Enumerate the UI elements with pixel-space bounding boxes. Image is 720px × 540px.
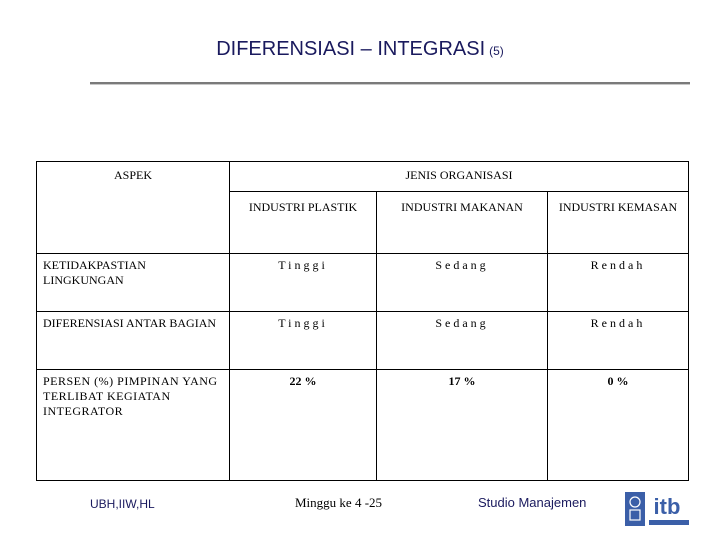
- aspect-header: ASPEK: [37, 162, 230, 254]
- table-row: [37, 370, 689, 481]
- title-sub: (5): [489, 44, 504, 58]
- cell-value: Tinggi: [230, 254, 377, 312]
- logo-text: itb: [653, 494, 681, 519]
- column-header-plastik: INDUSTRI PLASTIK: [230, 192, 377, 254]
- column-header-makanan: INDUSTRI MAKANAN: [377, 192, 548, 254]
- cell-value: Sedang: [377, 254, 548, 312]
- page-title: [0, 38, 720, 61]
- row-label: DIFERENSIASI ANTAR BAGIAN: [37, 312, 230, 370]
- row-label: KETIDAKPASTIAN LINGKUNGAN: [37, 254, 230, 312]
- title-divider: [90, 82, 690, 85]
- organization-table: [36, 161, 689, 481]
- table-row: [37, 312, 689, 370]
- footer-authors: UBH,IIW,HL: [90, 497, 155, 511]
- cell-value: Tinggi: [230, 312, 377, 370]
- cell-value: Rendah: [548, 312, 689, 370]
- org-type-header: JENIS ORGANISASI: [230, 162, 689, 192]
- cell-value: 22 %: [230, 370, 377, 481]
- column-header-kemasan: INDUSTRI KEMASAN: [548, 192, 689, 254]
- itb-logo: [625, 490, 689, 528]
- cell-value: Sedang: [377, 312, 548, 370]
- row-label: PERSEN (%) PIMPINAN YANG TERLIBAT KEGIATAN INTEGRATOR: [37, 370, 230, 481]
- footer-studio: Studio Manajemen: [478, 495, 587, 510]
- title-main: DIFERENSIASI – INTEGRASI: [216, 38, 486, 60]
- footer-week: Minggu ke 4 -25: [295, 495, 383, 510]
- cell-value: 17 %: [377, 370, 548, 481]
- cell-value: Rendah: [548, 254, 689, 312]
- table-row: [37, 254, 689, 312]
- cell-value: 0 %: [548, 370, 689, 481]
